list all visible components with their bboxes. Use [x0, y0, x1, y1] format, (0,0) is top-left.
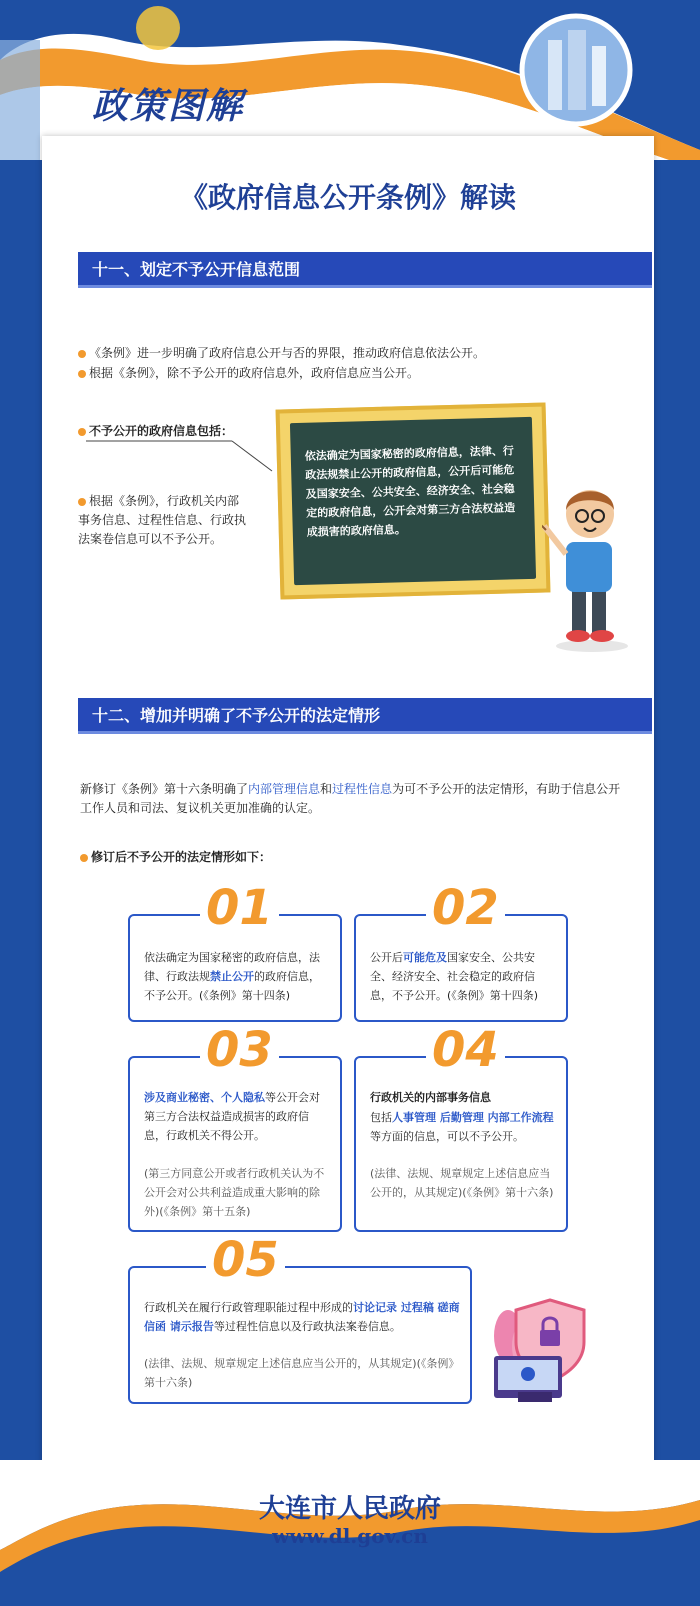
item-box-03 [128, 1022, 342, 1232]
bullet-4: 根据《条例》，行政机关内部事务信息、过程性信息、行政执法案卷信息可以不予公开。 [78, 494, 247, 546]
item-note: (法律、法规、规章规定上述信息应当公开的，从其规定)(《条例》第十六条) [144, 1357, 460, 1389]
item-number: 03 [200, 1026, 279, 1074]
bullet-dot-icon [80, 854, 88, 862]
content-card [42, 136, 654, 1476]
item-text: 依法确定为国家秘密的政府信息，法律、行政法规禁止公开的政府信息，不予公开。(《条例》第十四条) [144, 951, 320, 1002]
list-title: 修订后不予公开的法定情形如下： [80, 848, 380, 867]
item-box-01 [128, 880, 342, 1022]
teacher-illustration [542, 476, 642, 656]
item-text: 公开后可能危及国家安全、公共安全、经济安全、社会稳定的政府信息，不予公开。(《条例》第十四条) [370, 951, 539, 1002]
item-note: (第三方同意公开或者行政机关认为不公开会对公共利益造成重大影响的除外)(《条例》第十五条) [144, 1167, 325, 1218]
bullet-3: 不予公开的政府信息包括： [78, 422, 268, 441]
bullet-dot-icon [78, 498, 86, 506]
bullet-dot-icon [78, 350, 86, 358]
banner-title: 政策图解 [92, 85, 245, 127]
item-number: 02 [426, 884, 505, 932]
bullet-dot-icon [78, 370, 86, 378]
page-title: 《政府信息公开条例》解读 [179, 181, 516, 214]
item-text: 行政机关在履行行政管理职能过程中形成的讨论记录 过程稿 磋商信函 请示报告等过程性信息以及行政执法案卷信息。 [144, 1301, 460, 1333]
section-11-heading: 十一、划定不予公开信息范围 [78, 252, 652, 288]
item-note: (法律、法规、规章规定上述信息应当公开的，从其规定)(《条例》第十六条) [370, 1167, 554, 1199]
footer-url-link[interactable]: www.dl.gov.cn [272, 1524, 428, 1548]
bullet-dot-icon [78, 428, 86, 436]
item-box-04 [354, 1022, 568, 1232]
item-text: 包括人事管理 后勤管理 内部工作流程等方面的信息，可以不予公开。 [370, 1111, 554, 1143]
item-box-05 [128, 1232, 472, 1404]
section-12-heading: 十二、增加并明确了不予公开的法定情形 [78, 698, 652, 734]
security-illustration [488, 1296, 598, 1406]
bullet-1: 《条例》进一步明确了政府信息公开与否的界限，推动政府信息依法公开。 [78, 344, 518, 363]
blackboard-text: 依法确定为国家秘密的政府信息，法律、行政法规禁止公开的政府信息，公开后可能危及国家安全、公共安全、经济安全、社会稳定的政府信息，公开会对第三方合法权益造成损害的政府信息。 [304, 444, 516, 539]
item-text: 涉及商业秘密、个人隐私等公开会对第三方合法权益造成损害的政府信息，行政机关不得公开。 [144, 1091, 320, 1142]
connector-line [82, 439, 282, 479]
section-12-intro: 新修订《条例》第十六条明确了内部管理信息和过程性信息为可不予公开的法定情形，有助于信息公开工作人员和司法、复议机关更加准确的认定。 [80, 782, 621, 815]
footer-organization: 大连市人民政府 [258, 1494, 441, 1524]
bullet-2: 根据《条例》，除不予公开的政府信息外，政府信息应当公开。 [78, 364, 518, 383]
item-number: 01 [200, 884, 279, 932]
item-box-02 [354, 880, 568, 1022]
item-title: 行政机关的内部事务信息 [370, 1091, 491, 1104]
blackboard [276, 402, 551, 599]
blackboard-surface [290, 417, 536, 585]
item-number: 05 [206, 1236, 285, 1284]
item-number: 04 [426, 1026, 505, 1074]
